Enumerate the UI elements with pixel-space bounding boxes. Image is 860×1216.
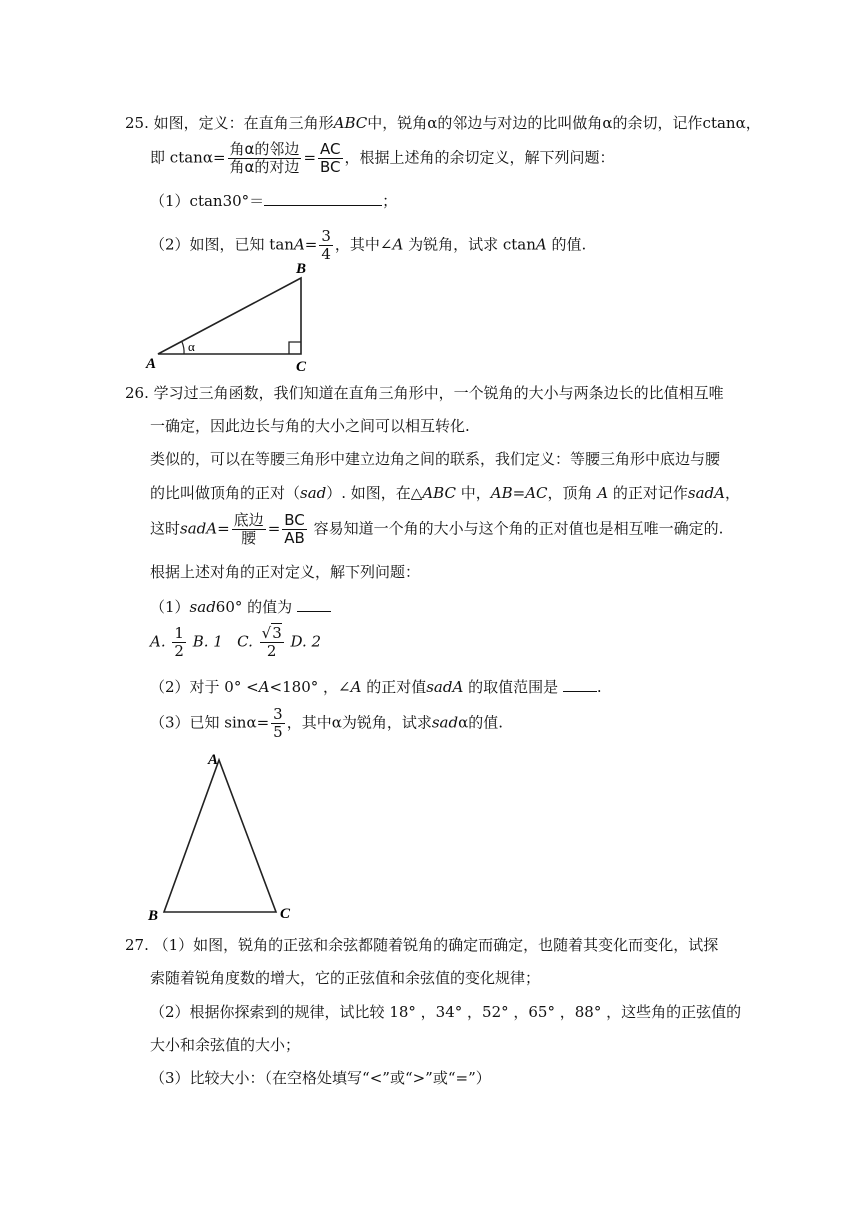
text: ，根据上述角的余切定义，解下列问题：	[344, 148, 615, 167]
question-number: 26.	[125, 384, 149, 402]
text: 大小和余弦值的大小；	[150, 1036, 301, 1054]
vertex-label-a: A	[146, 356, 157, 372]
text: （3）比较大小：（在空格处填写“<”或“>”或“=”）	[150, 1069, 491, 1087]
text: 的正对记作	[612, 484, 688, 502]
frac-numerator: 底边	[233, 511, 264, 529]
text: ，顶角	[547, 484, 593, 502]
fraction	[318, 141, 343, 176]
q27-line2	[150, 967, 540, 989]
text: 为锐角，试求 ctan	[403, 235, 536, 254]
text: =	[267, 519, 281, 538]
frac-denominator: AB	[284, 529, 305, 547]
q26-line2	[150, 415, 470, 437]
vertex-label-b: B	[148, 908, 159, 924]
frac-denominator: 5	[273, 723, 283, 741]
text: =	[512, 484, 526, 502]
text: sadA	[687, 484, 725, 502]
text: AB	[490, 484, 513, 502]
frac-denominator: 4	[321, 245, 331, 263]
q25-line2	[150, 141, 615, 176]
text: A	[258, 678, 270, 696]
text: 学习过三角函数，我们知道在直角三角形中，一个锐角的大小与两条边长的比值相互唯	[153, 384, 724, 402]
option-b: B. 1	[192, 632, 223, 651]
sqrt-symbol: √	[261, 624, 272, 642]
text: （2）对于 0° <	[150, 678, 259, 696]
text: ，	[724, 484, 740, 502]
text: α的值.	[458, 713, 504, 732]
frac-numerator: 角α的邻边	[229, 140, 300, 158]
q26-line4	[150, 482, 740, 504]
fraction	[319, 228, 333, 263]
q27-line4	[150, 1034, 300, 1056]
option-a-label: A.	[150, 632, 166, 651]
text: （2）根据你探索到的规律，试比较 18° ，34° ，52° ，65° ，88° ，这些角的正弦值的	[150, 1003, 742, 1021]
text: =	[303, 148, 317, 167]
text: A	[592, 484, 613, 502]
answer-blank[interactable]	[563, 677, 597, 692]
q26-options	[150, 625, 321, 660]
text: =	[212, 148, 226, 167]
text: sadA	[180, 519, 218, 538]
angle-label-alpha: α	[188, 339, 195, 354]
frac-numerator: BC	[282, 512, 307, 530]
text: 容易知道一个角的大小与这个角的正对值也是相互唯一确定的.	[308, 519, 724, 538]
text: 如图，定义：在直角三角形	[153, 114, 334, 132]
text: 即	[150, 148, 166, 167]
isosceles-triangle-figure	[140, 748, 300, 924]
text: 索随着锐角度数的增大，它的正弦值和余弦值的变化规律；	[150, 969, 541, 987]
text: ctanα	[169, 148, 213, 167]
text: A	[535, 235, 547, 254]
frac-numerator: 3	[273, 705, 283, 723]
text: ，其中α为锐角，试求	[286, 713, 432, 732]
text: A	[293, 235, 305, 254]
frac-numerator: 1	[174, 624, 184, 642]
text: 根据上述对角的正对定义，解下列问题：	[150, 563, 421, 581]
text: sadA	[426, 678, 464, 696]
fraction	[228, 141, 302, 176]
text: （2）如图，已知 tan	[150, 235, 294, 254]
fraction	[282, 512, 307, 547]
q26-line1	[125, 382, 724, 404]
text: AC	[525, 484, 548, 502]
frac-denominator: 2	[266, 642, 277, 660]
q26-line3	[150, 448, 720, 470]
vertex-label-a: A	[208, 752, 219, 768]
vertex-label-b: B	[296, 261, 307, 277]
text: .	[596, 678, 602, 696]
angle-arc	[182, 342, 184, 354]
fraction	[271, 706, 285, 741]
q25-line1	[125, 112, 761, 134]
q26-part2	[150, 676, 602, 698]
text: 的比叫做顶角的正对（	[150, 484, 301, 502]
right-triangle-figure	[140, 258, 320, 376]
text: 类似的，可以在等腰三角形中建立边角之间的联系，我们定义：等腰三角形中底边与腰	[150, 450, 721, 468]
right-angle-mark	[289, 342, 301, 354]
text: sad	[431, 713, 459, 732]
triangle-shape	[158, 278, 301, 354]
text: 的值.	[546, 235, 587, 254]
text: sad	[189, 598, 216, 616]
text: 中，锐角α的邻边与对边的比叫做角α的余切，记作	[367, 114, 703, 132]
text: （3）已知 sinα=	[150, 713, 270, 732]
text: A	[350, 678, 362, 696]
q26-part3	[150, 706, 503, 741]
option-c-label: C.	[237, 632, 253, 651]
text: 60° 的值为	[215, 598, 293, 616]
text: ，其中∠	[334, 235, 393, 254]
answer-blank[interactable]	[297, 597, 331, 612]
text: 中，	[455, 484, 491, 502]
question-number: 25.	[125, 114, 149, 132]
text: （1）ctan30°＝	[150, 192, 265, 210]
option-a-fraction	[172, 625, 186, 660]
text: 的正对值	[361, 678, 427, 696]
frac-numerator	[260, 625, 284, 643]
frac-denominator: BC	[320, 158, 341, 176]
q25-part1	[150, 190, 397, 212]
q27-line3	[150, 1001, 741, 1023]
text: ；	[382, 192, 398, 210]
frac-denominator: 腰	[241, 529, 257, 547]
vertex-label-c: C	[296, 359, 307, 375]
text: ABC	[422, 484, 456, 502]
option-c-fraction	[260, 625, 284, 660]
frac-denominator: 角α的对边	[229, 158, 300, 176]
text: A	[392, 235, 404, 254]
frac-numerator: 3	[321, 227, 331, 245]
text: ctanα，	[702, 114, 761, 132]
text: 一确定，因此边长与角的大小之间可以相互转化.	[150, 417, 470, 435]
text: =	[304, 235, 318, 254]
q26-line5	[150, 512, 723, 547]
fraction	[232, 512, 266, 547]
text: ）. 如图，在△	[326, 484, 423, 502]
text: （1）	[150, 598, 190, 616]
text: ABC	[333, 114, 368, 132]
answer-blank[interactable]	[264, 191, 382, 206]
text: sad	[300, 484, 327, 502]
q26-part1	[150, 596, 331, 618]
frac-denominator: 2	[174, 642, 184, 660]
q27-line1	[125, 934, 718, 956]
text: （1）如图，锐角的正弦和余弦都随着锐角的确定而确定，也随着其变化而变化，试探	[153, 936, 719, 954]
option-d: D. 2	[290, 632, 322, 651]
text: 这时	[150, 519, 181, 538]
vertex-label-c: C	[280, 906, 291, 922]
text: <180° ，∠	[269, 678, 351, 696]
q27-line5	[150, 1067, 491, 1089]
radicand: 3	[272, 624, 282, 642]
text: =	[217, 519, 230, 538]
triangle-shape	[164, 760, 276, 912]
frac-numerator: AC	[318, 141, 343, 159]
q26-line6	[150, 561, 420, 583]
question-number: 27.	[125, 936, 149, 954]
text: 的取值范围是	[463, 678, 559, 696]
